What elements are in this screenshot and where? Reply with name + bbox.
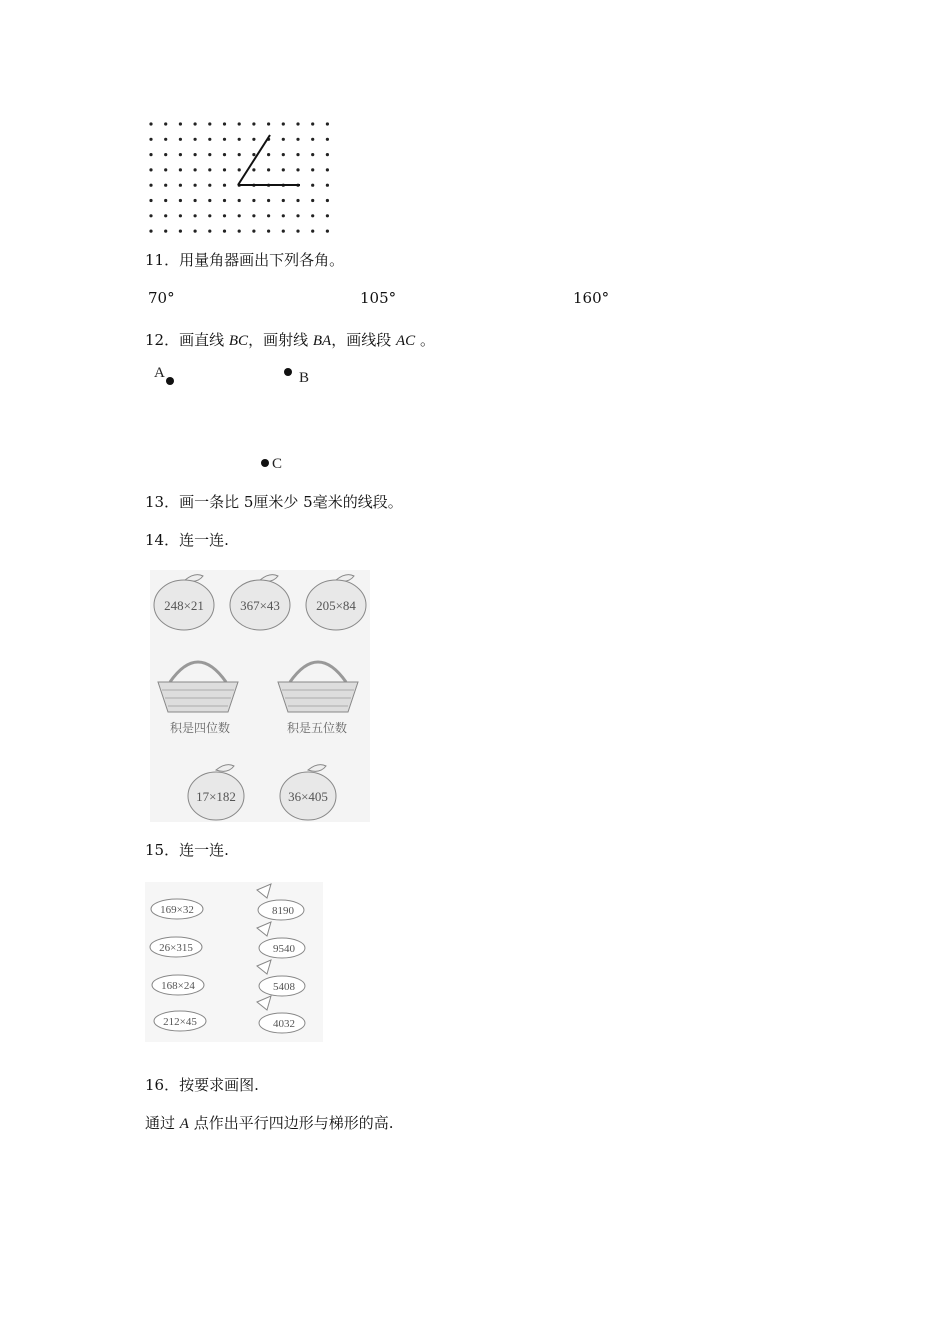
grid-dot xyxy=(296,153,299,156)
grid-dot xyxy=(326,153,329,156)
grid-dot xyxy=(223,230,226,233)
grid-dot xyxy=(296,138,299,141)
grid-dot xyxy=(282,153,285,156)
grid-dot xyxy=(282,214,285,217)
grid-dot xyxy=(282,122,285,125)
points-figure xyxy=(145,360,345,480)
grid-dot xyxy=(311,153,314,156)
grid-dot xyxy=(223,153,226,156)
ray-ba-label: BA xyxy=(312,333,332,349)
grid-dot xyxy=(326,138,329,141)
grid-dot xyxy=(194,230,197,233)
grid-dot xyxy=(194,168,197,171)
expression-4: 212×45 xyxy=(163,1016,197,1028)
grid-dot xyxy=(252,122,255,125)
grid-dot xyxy=(223,199,226,202)
question-text: 连一连. xyxy=(179,841,229,859)
grid-dot xyxy=(164,168,167,171)
grid-dot xyxy=(149,168,152,171)
apple-2-expression: 367×43 xyxy=(240,598,280,613)
dot-grid-angle-figure xyxy=(140,115,340,240)
grid-dot xyxy=(267,199,270,202)
point-a-ref: A xyxy=(179,1116,189,1132)
grid-dot xyxy=(238,153,241,156)
apple-4-expression: 17×182 xyxy=(196,789,236,804)
grid-dot xyxy=(282,230,285,233)
question-text: 画一条比 5厘米少 5毫米的线段。 xyxy=(179,493,403,511)
grid-dot xyxy=(238,230,241,233)
question-number: 12． xyxy=(145,331,180,349)
grid-dot xyxy=(194,153,197,156)
result-1: 8190 xyxy=(272,905,294,917)
grid-dot xyxy=(149,122,152,125)
grid-dot xyxy=(223,184,226,187)
grid-dot xyxy=(179,230,182,233)
grid-dot xyxy=(208,122,211,125)
grid-dot xyxy=(164,230,167,233)
grid-dot xyxy=(326,214,329,217)
question-11 xyxy=(145,249,344,270)
grid-dot xyxy=(311,122,314,125)
expression-cloud-3 xyxy=(152,975,204,995)
grid-dot xyxy=(326,199,329,202)
grid-dot xyxy=(149,138,152,141)
grid-dot xyxy=(296,168,299,171)
grid-dot xyxy=(311,214,314,217)
question-number: 14． xyxy=(145,531,180,549)
grid-dot xyxy=(311,230,314,233)
grid-dot xyxy=(252,214,255,217)
grid-dot xyxy=(179,122,182,125)
grid-dot xyxy=(311,138,314,141)
point-c-label: C xyxy=(272,456,283,472)
grid-dot xyxy=(238,214,241,217)
question-14 xyxy=(145,529,229,550)
grid-dot xyxy=(326,230,329,233)
grid-dot xyxy=(208,138,211,141)
grid-dot xyxy=(194,214,197,217)
text: 。 xyxy=(419,331,435,349)
grid-dot xyxy=(267,168,270,171)
question-number: 13． xyxy=(145,493,180,511)
grid-dot xyxy=(208,168,211,171)
grid-dot xyxy=(252,199,255,202)
grid-dot xyxy=(311,199,314,202)
expression-3: 168×24 xyxy=(161,980,195,992)
apples-baskets-figure xyxy=(150,570,370,822)
result-3: 5408 xyxy=(273,981,295,993)
grid-dot xyxy=(194,199,197,202)
grid-dot xyxy=(267,122,270,125)
grid-dot xyxy=(179,184,182,187)
grid-dot xyxy=(194,122,197,125)
grid-dot xyxy=(179,153,182,156)
grid-dot xyxy=(238,122,241,125)
question-16-instruction xyxy=(145,1112,394,1133)
expression-cloud-4 xyxy=(154,1011,206,1031)
grid-dot xyxy=(164,199,167,202)
grid-dot xyxy=(282,138,285,141)
point-b-label: B xyxy=(299,370,310,386)
grid-dot xyxy=(296,199,299,202)
grid-dot xyxy=(194,184,197,187)
grid-dot xyxy=(164,138,167,141)
grid-dot xyxy=(179,214,182,217)
question-13 xyxy=(145,491,403,512)
grid-dot xyxy=(238,199,241,202)
question-15 xyxy=(145,839,229,860)
grid-dot xyxy=(326,168,329,171)
dot-grid xyxy=(149,122,329,232)
question-number: 16． xyxy=(145,1076,180,1094)
grid-dot xyxy=(296,122,299,125)
grid-dot xyxy=(164,184,167,187)
grid-dot xyxy=(223,168,226,171)
grid-dot xyxy=(194,138,197,141)
point-c xyxy=(261,459,269,467)
grid-dot xyxy=(179,138,182,141)
expression-cloud-1 xyxy=(151,899,203,919)
point-a xyxy=(166,377,174,385)
grid-dot xyxy=(149,214,152,217)
grid-dot xyxy=(164,153,167,156)
expression-1: 169×32 xyxy=(160,904,194,916)
point-b xyxy=(284,368,292,376)
grid-dot xyxy=(252,153,255,156)
apple-3-expression: 205×84 xyxy=(316,598,356,613)
grid-dot xyxy=(164,122,167,125)
grid-dot xyxy=(252,138,255,141)
apple-1-expression: 248×21 xyxy=(164,598,204,613)
question-16 xyxy=(145,1074,259,1095)
grid-dot xyxy=(208,230,211,233)
question-text: 按要求画图. xyxy=(179,1076,259,1094)
grid-dot xyxy=(267,153,270,156)
expression-cloud-2 xyxy=(150,937,202,957)
grid-dot xyxy=(179,199,182,202)
question-text: 连一连. xyxy=(179,531,229,549)
grid-dot xyxy=(208,153,211,156)
grid-dot xyxy=(238,138,241,141)
angle-160: 160° xyxy=(573,289,610,307)
grid-dot xyxy=(164,214,167,217)
grid-dot xyxy=(282,199,285,202)
point-a-label: A xyxy=(154,365,165,381)
question-text: 用量角器画出下列各角。 xyxy=(179,251,345,269)
result-4: 4032 xyxy=(273,1018,295,1030)
grid-dot xyxy=(282,168,285,171)
question-12 xyxy=(145,329,435,350)
grid-dot xyxy=(208,184,211,187)
question-number: 11． xyxy=(145,251,180,269)
segment-ac-label: AC xyxy=(395,333,416,349)
angle-105: 105° xyxy=(360,289,397,307)
grid-dot xyxy=(252,230,255,233)
apple-5-expression: 36×405 xyxy=(288,789,328,804)
text: ，画线段 xyxy=(331,331,392,349)
text: 点作出平行四边形与梯形的高. xyxy=(193,1114,394,1132)
grid-dot xyxy=(149,184,152,187)
line-bc-label: BC xyxy=(228,333,249,349)
text: 通过 xyxy=(145,1114,176,1132)
angle-ray-slanted xyxy=(238,135,270,185)
grid-dot xyxy=(223,214,226,217)
grid-dot xyxy=(252,168,255,171)
grid-dot xyxy=(149,199,152,202)
grid-dot xyxy=(326,122,329,125)
text: 画直线 xyxy=(179,331,225,349)
grid-dot xyxy=(267,214,270,217)
grid-dot xyxy=(208,199,211,202)
clouds-figure xyxy=(145,882,323,1042)
expression-2: 26×315 xyxy=(159,942,193,954)
basket-1-label: 积是四位数 xyxy=(169,721,231,735)
grid-dot xyxy=(326,184,329,187)
grid-dot xyxy=(267,230,270,233)
grid-dot xyxy=(311,184,314,187)
result-2: 9540 xyxy=(273,943,295,955)
grid-dot xyxy=(223,122,226,125)
grid-dot xyxy=(311,168,314,171)
grid-dot xyxy=(223,138,226,141)
grid-dot xyxy=(208,214,211,217)
question-number: 15． xyxy=(145,841,180,859)
grid-dot xyxy=(296,214,299,217)
basket-2-label: 积是五位数 xyxy=(286,721,348,735)
grid-dot xyxy=(238,168,241,171)
text: ，画射线 xyxy=(248,331,309,349)
angle-70: 70° xyxy=(148,289,175,307)
grid-dot xyxy=(149,153,152,156)
grid-dot xyxy=(179,168,182,171)
grid-dot xyxy=(149,230,152,233)
grid-dot xyxy=(296,230,299,233)
